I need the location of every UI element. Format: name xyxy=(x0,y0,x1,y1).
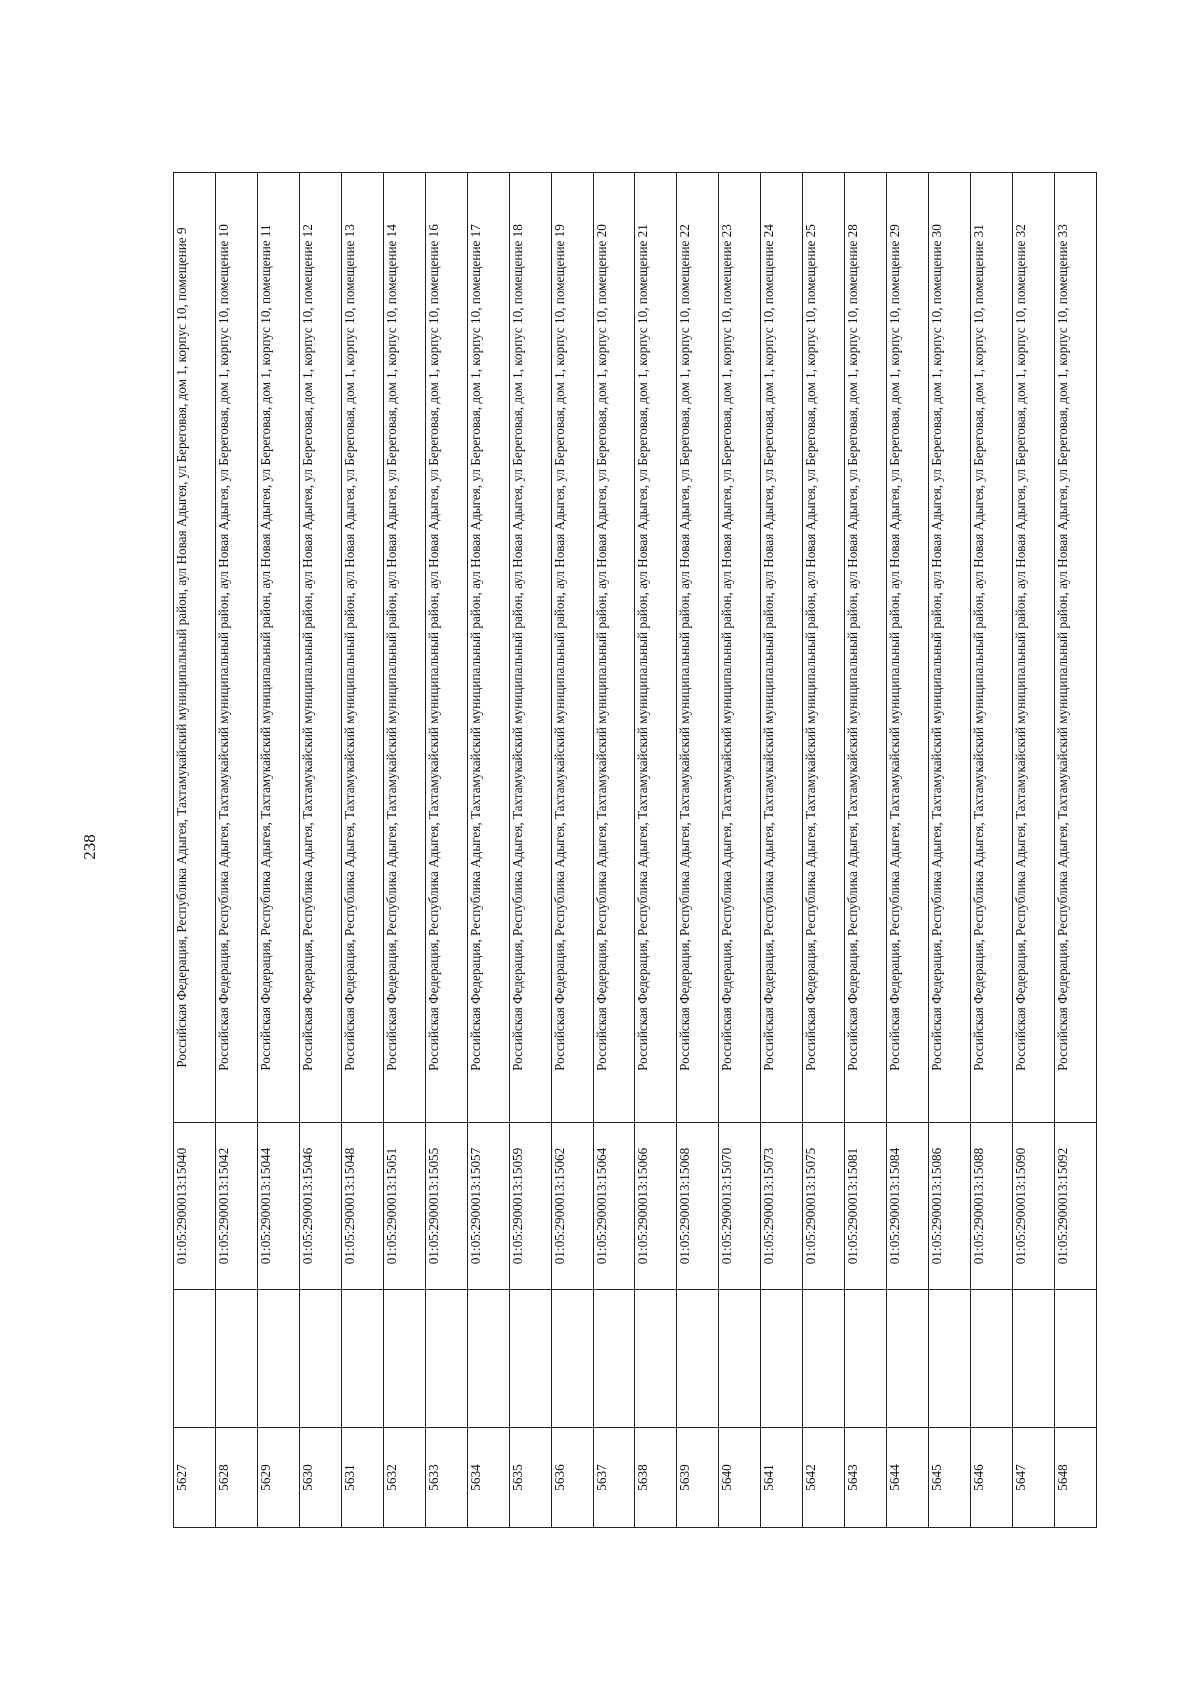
empty-cell xyxy=(551,1290,593,1428)
row-number-cell: 5637 xyxy=(593,1428,635,1528)
address-cell: Российская Федерация, Республика Адыгея, Тахтамукайский муниципальный район, аул Новая Адыгея, ул Береговая, дом 1, корпус 10, помещение 30 xyxy=(929,173,971,1123)
cadastral-number-cell: 01:05:2900013:15064 xyxy=(593,1123,635,1290)
address-cell: Российская Федерация, Республика Адыгея, Тахтамукайский муниципальный район, аул Новая Адыгея, ул Береговая, дом 1, корпус 10, помещение 25 xyxy=(803,173,845,1123)
table-row xyxy=(1013,173,1055,1528)
cadastral-number-cell: 01:05:2900013:15048 xyxy=(341,1123,383,1290)
address-cell: Российская Федерация, Республика Адыгея, Тахтамукайский муниципальный район, аул Новая Адыгея, ул Береговая, дом 1, корпус 10, помещение 33 xyxy=(1055,173,1097,1123)
empty-cell xyxy=(467,1290,509,1428)
empty-cell xyxy=(593,1290,635,1428)
row-number-cell: 5648 xyxy=(1055,1428,1097,1528)
address-cell: Российская Федерация, Республика Адыгея, Тахтамукайский муниципальный район, аул Новая Адыгея, ул Береговая, дом 1, корпус 10, помещение 19 xyxy=(551,173,593,1123)
address-cell: Российская Федерация, Республика Адыгея, Тахтамукайский муниципальный район, аул Новая Адыгея, ул Береговая, дом 1, корпус 10, помещение 10 xyxy=(215,173,257,1123)
empty-cell xyxy=(929,1290,971,1428)
table-row xyxy=(761,173,803,1528)
cadastral-number-cell: 01:05:2900013:15092 xyxy=(1055,1123,1097,1290)
cadastral-number-cell: 01:05:2900013:15086 xyxy=(929,1123,971,1290)
empty-cell xyxy=(803,1290,845,1428)
row-number-cell: 5636 xyxy=(551,1428,593,1528)
cadastral-number-cell: 01:05:2900013:15055 xyxy=(425,1123,467,1290)
address-cell: Российская Федерация, Республика Адыгея, Тахтамукайский муниципальный район, аул Новая Адыгея, ул Береговая, дом 1, корпус 10, помещение 20 xyxy=(593,173,635,1123)
empty-cell xyxy=(509,1290,551,1428)
row-number-cell: 5639 xyxy=(677,1428,719,1528)
cadastral-number-cell: 01:05:2900013:15073 xyxy=(761,1123,803,1290)
cadastral-number-cell: 01:05:2900013:15066 xyxy=(635,1123,677,1290)
row-number-cell: 5635 xyxy=(509,1428,551,1528)
table-row xyxy=(299,173,341,1528)
address-cell: Российская Федерация, Республика Адыгея, Тахтамукайский муниципальный район, аул Новая Адыгея, ул Береговая, дом 1, корпус 10, помещение 21 xyxy=(635,173,677,1123)
registry-table xyxy=(173,172,1097,1528)
row-number-cell: 5630 xyxy=(299,1428,341,1528)
table-row xyxy=(593,173,635,1528)
table-row xyxy=(215,173,257,1528)
cadastral-number-cell: 01:05:2900013:15075 xyxy=(803,1123,845,1290)
cadastral-number-cell: 01:05:2900013:15051 xyxy=(383,1123,425,1290)
address-cell: Российская Федерация, Республика Адыгея, Тахтамукайский муниципальный район, аул Новая Адыгея, ул Береговая, дом 1, корпус 10, помещение 31 xyxy=(971,173,1013,1123)
table-row xyxy=(971,173,1013,1528)
table-row xyxy=(929,173,971,1528)
table-row xyxy=(174,173,216,1528)
empty-cell xyxy=(1055,1290,1097,1428)
table-row xyxy=(383,173,425,1528)
page-number: 238 xyxy=(80,834,99,860)
address-cell: Российская Федерация, Республика Адыгея, Тахтамукайский муниципальный район, аул Новая Адыгея, ул Береговая, дом 1, корпус 10, помещение 24 xyxy=(761,173,803,1123)
table-row xyxy=(509,173,551,1528)
table-row xyxy=(341,173,383,1528)
row-number-cell: 5646 xyxy=(971,1428,1013,1528)
cadastral-number-cell: 01:05:2900013:15062 xyxy=(551,1123,593,1290)
empty-cell xyxy=(719,1290,761,1428)
empty-cell xyxy=(299,1290,341,1428)
cadastral-number-cell: 01:05:2900013:15044 xyxy=(257,1123,299,1290)
table-row xyxy=(551,173,593,1528)
table-row xyxy=(1055,173,1097,1528)
empty-cell xyxy=(257,1290,299,1428)
address-cell: Российская Федерация, Республика Адыгея, Тахтамукайский муниципальный район, аул Новая Адыгея, ул Береговая, дом 1, корпус 10, помещение 12 xyxy=(299,173,341,1123)
row-number-cell: 5629 xyxy=(257,1428,299,1528)
empty-cell xyxy=(845,1290,887,1428)
empty-cell xyxy=(887,1290,929,1428)
empty-cell xyxy=(971,1290,1013,1428)
address-cell: Российская Федерация, Республика Адыгея, Тахтамукайский муниципальный район, аул Новая Адыгея, ул Береговая, дом 1, корпус 10, помещение 13 xyxy=(341,173,383,1123)
cadastral-number-cell: 01:05:2900013:15042 xyxy=(215,1123,257,1290)
empty-cell xyxy=(341,1290,383,1428)
cadastral-number-cell: 01:05:2900013:15057 xyxy=(467,1123,509,1290)
table-row xyxy=(257,173,299,1528)
table-row xyxy=(719,173,761,1528)
row-number-cell: 5638 xyxy=(635,1428,677,1528)
address-cell: Российская Федерация, Республика Адыгея, Тахтамукайский муниципальный район, аул Новая Адыгея, ул Береговая, дом 1, корпус 10, помещение 11 xyxy=(257,173,299,1123)
registry-table-body xyxy=(174,173,1097,1528)
row-number-cell: 5645 xyxy=(929,1428,971,1528)
cadastral-number-cell: 01:05:2900013:15088 xyxy=(971,1123,1013,1290)
table-row xyxy=(635,173,677,1528)
empty-cell xyxy=(425,1290,467,1428)
address-cell: Российская Федерация, Республика Адыгея, Тахтамукайский муниципальный район, аул Новая Адыгея, ул Береговая, дом 1, корпус 10, помещение 9 xyxy=(174,173,216,1123)
row-number-cell: 5647 xyxy=(1013,1428,1055,1528)
cadastral-number-cell: 01:05:2900013:15040 xyxy=(174,1123,216,1290)
address-cell: Российская Федерация, Республика Адыгея, Тахтамукайский муниципальный район, аул Новая Адыгея, ул Береговая, дом 1, корпус 10, помещение 18 xyxy=(509,173,551,1123)
row-number-cell: 5642 xyxy=(803,1428,845,1528)
registry-table-container xyxy=(173,173,1097,1528)
table-row xyxy=(845,173,887,1528)
cadastral-number-cell: 01:05:2900013:15070 xyxy=(719,1123,761,1290)
empty-cell xyxy=(677,1290,719,1428)
table-row xyxy=(425,173,467,1528)
address-cell: Российская Федерация, Республика Адыгея, Тахтамукайский муниципальный район, аул Новая Адыгея, ул Береговая, дом 1, корпус 10, помещение 14 xyxy=(383,173,425,1123)
cadastral-number-cell: 01:05:2900013:15090 xyxy=(1013,1123,1055,1290)
cadastral-number-cell: 01:05:2900013:15068 xyxy=(677,1123,719,1290)
row-number-cell: 5634 xyxy=(467,1428,509,1528)
address-cell: Российская Федерация, Республика Адыгея, Тахтамукайский муниципальный район, аул Новая Адыгея, ул Береговая, дом 1, корпус 10, помещение 32 xyxy=(1013,173,1055,1123)
table-row xyxy=(887,173,929,1528)
row-number-cell: 5644 xyxy=(887,1428,929,1528)
empty-cell xyxy=(1013,1290,1055,1428)
empty-cell xyxy=(635,1290,677,1428)
empty-cell xyxy=(174,1290,216,1428)
cadastral-number-cell: 01:05:2900013:15084 xyxy=(887,1123,929,1290)
row-number-cell: 5633 xyxy=(425,1428,467,1528)
row-number-cell: 5627 xyxy=(174,1428,216,1528)
cadastral-number-cell: 01:05:2900013:15059 xyxy=(509,1123,551,1290)
empty-cell xyxy=(761,1290,803,1428)
table-row xyxy=(803,173,845,1528)
table-row xyxy=(677,173,719,1528)
table-row xyxy=(467,173,509,1528)
row-number-cell: 5640 xyxy=(719,1428,761,1528)
address-cell: Российская Федерация, Республика Адыгея, Тахтамукайский муниципальный район, аул Новая Адыгея, ул Береговая, дом 1, корпус 10, помещение 23 xyxy=(719,173,761,1123)
row-number-cell: 5643 xyxy=(845,1428,887,1528)
row-number-cell: 5632 xyxy=(383,1428,425,1528)
address-cell: Российская Федерация, Республика Адыгея, Тахтамукайский муниципальный район, аул Новая Адыгея, ул Береговая, дом 1, корпус 10, помещение 28 xyxy=(845,173,887,1123)
empty-cell xyxy=(383,1290,425,1428)
row-number-cell: 5641 xyxy=(761,1428,803,1528)
address-cell: Российская Федерация, Республика Адыгея, Тахтамукайский муниципальный район, аул Новая Адыгея, ул Береговая, дом 1, корпус 10, помещение 16 xyxy=(425,173,467,1123)
address-cell: Российская Федерация, Республика Адыгея, Тахтамукайский муниципальный район, аул Новая Адыгея, ул Береговая, дом 1, корпус 10, помещение 29 xyxy=(887,173,929,1123)
cadastral-number-cell: 01:05:2900013:15081 xyxy=(845,1123,887,1290)
cadastral-number-cell: 01:05:2900013:15046 xyxy=(299,1123,341,1290)
row-number-cell: 5628 xyxy=(215,1428,257,1528)
address-cell: Российская Федерация, Республика Адыгея, Тахтамукайский муниципальный район, аул Новая Адыгея, ул Береговая, дом 1, корпус 10, помещение 22 xyxy=(677,173,719,1123)
address-cell: Российская Федерация, Республика Адыгея, Тахтамукайский муниципальный район, аул Новая Адыгея, ул Береговая, дом 1, корпус 10, помещение 17 xyxy=(467,173,509,1123)
row-number-cell: 5631 xyxy=(341,1428,383,1528)
empty-cell xyxy=(215,1290,257,1428)
